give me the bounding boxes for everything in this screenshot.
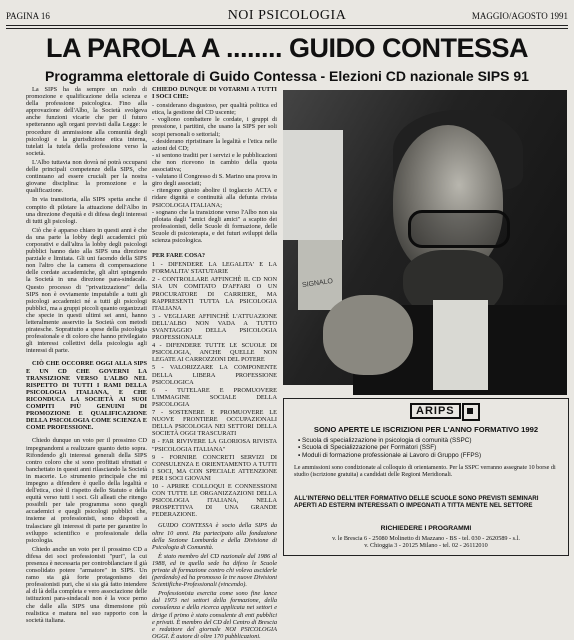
emphasis-paragraph: CIÒ CHE OCCORRE OGGI ALLA SIPS E UN CD CHE GOVERNI LA TRANSIZIONE VERSO L'ALBO NEL RISPETTO DI TUTTI I RAMI DELLA PSICOLOGIA ITALIANA, E CHE RICONDUCA LA SOCIETÀ AI SUOI COMPITI PIÙ GENUINI DI PROMOZIONE E QUALIFICAZIONE DELLA PSICOLOGIA COME SCIENZA E COME PROFESSIONE.: [26, 360, 147, 432]
list-item: - sognano che la transizione verso l'Albo non sia pilotata dagli "amici degli amici" a scapito dei professionisti, delle Scuole di formazione, delle Scuole di psicoterapia, e dei futuri sviluppi della scienza psicologica.: [152, 208, 277, 244]
reasons-list: [152, 102, 277, 244]
list-item: 2 - CONTROLLARE AFFINCHÈ IL CD NON SIA UN COMITATO D'AFFARI O UN PROCURATORE DI CARRIERE, MA RAPPRESENTI TUTTA LA PSICOLOGIA ITALIANA: [152, 276, 277, 312]
list-item: 3 - VEGLIARE AFFINCHÈ L'ATTUAZIONE DELL'ALBO NON VADA A TUTTO SVANTAGGIO DELLA PSICOLOGIA PROFESSIONALE: [152, 312, 277, 342]
address-line: v. le Brescia 6 - 25080 Molinetto di Mazzano - BS - tel. 030 - 2620589 - s.l.: [332, 535, 520, 542]
list-item: - valutano il Congresso di S. Marino una prova in giro degli associati;: [152, 173, 277, 188]
article-column-2: [152, 86, 277, 640]
list-item: ▪ Moduli di formazione professionale ai Lavoro di Gruppo (FFPS): [298, 452, 562, 459]
header-rule: [6, 25, 568, 26]
list-item: - si sentono traditi per i servizi e le pubblicazioni che non ricevono in cambio della quota associativa;: [152, 151, 277, 174]
program-list: [152, 261, 277, 518]
list-item: ▪ Scuola di specializzazione in psicologia di comunità (SSPC): [298, 437, 562, 444]
ad-title: SONO APERTE LE ISCRIZIONI PER L'ANNO FORMATIVO 1992: [313, 425, 539, 434]
schools-list: [298, 437, 562, 459]
issue-date: MAGGIO/AGOSTO 1991: [471, 11, 568, 21]
list-item: 10 - APRIRE COLLOQUI E CONNESSIONI CON TUTTE LE ORGANIZZAZIONI DELLA PSICOLOGIA ITALIANA, NELLA PROSPETTIVA DI UNA GRANDE FEDERAZIONE.: [152, 482, 277, 519]
arips-logo: ARIPS: [410, 403, 461, 419]
page-number: PAGINA 16: [6, 11, 50, 21]
background-sign: SIGNALO: [301, 277, 334, 290]
list-item: 8 - FAR RIVIVERE LA GLORIOSA RIVISTA "PSICOLOGIA ITALIANA": [152, 438, 277, 453]
list-item: - ritengono giusto abolire il toglaccio ACTA e ridare dignità e continuità alla defunta rivista PSICOLOGIA ITALIANA;: [152, 187, 277, 209]
ad-address: [284, 535, 568, 549]
page-header: [6, 8, 568, 26]
logo-mark-icon: [462, 403, 480, 421]
ad-request: RICHIEDERE I PROGRAMMI: [380, 525, 472, 532]
header-rule-2: [6, 28, 568, 29]
list-item: 4 - DIFENDERE TUTTE LE SCUOLE DI PSICOLOGIA, ANCHE QUELLE NON LEGATE AI CARROZZONI DEL POTERE: [152, 342, 277, 364]
author-bio: Professionista esercita come sono fine lance dal 1973 nei settori della formazione, della consulenza e della ricerca applicata nei settori e dirige il primo è stato consulente di enti pubblici e privati. È membro del CD del Centro di Brescia e redattore del giornale NOI PSICOLOGIA OGGI. È autore di oltre 170 pubblicazioni.: [152, 590, 277, 640]
list-item: 9 - FORNIRE CONCRETI SERVIZI DI CONSULENZA E ORIENTAMENTO A TUTTI I SOCI, MA CON SPECIALE ATTENZIONE PER I SOCI GIOVANI: [152, 453, 277, 482]
advertisement-box: [283, 398, 569, 556]
paragraph: Chiedo dunque un voto per il prossimo CD impegnandomi a realizzare quanto detto sopra. Rifondendo gli interessi generali della SIPS contro coloro che si sono profittati sfruttati e banchettato in questi anni rilasciando la Società in macerie. Lo strumento principale che mi impegno a difendere è quello della legalità e dell'etica, cioè il rispetto dello Statuto e della equità verso tutti i soci. Gli alleati che ritengo possibili per tale programma sono quegli accademici e quegli psicologi pubblici che, insieme ai professionisti, sono disposti a tralasciare gli interessi di parte per garantire lo sviluppo scientifico e professionale della psicologia.: [26, 437, 147, 544]
article-headline: LA PAROLA A ........ GUIDO CONTESSA: [45, 33, 528, 63]
list-item: 6 - TUTELARE E PROMUOVERE L'IMMAGINE SOCIALE DELLA PSICOLOGIA: [152, 386, 277, 408]
paragraph: L'Albo tuttavia non dovrà né potrà occuparsi delle principali competenze della SIPS, che continuano ad essere cruciali per la nostra giovane disciplina: la promozione e la qualificazione.: [26, 158, 147, 195]
list-item: - desiderano ripristinare la legalità e l'etica nelle azioni del CD;: [152, 137, 277, 152]
author-photo: [283, 90, 567, 385]
program-heading: PER FARE COSA?: [152, 252, 206, 260]
article-column-1: [26, 86, 147, 624]
glasses: [408, 210, 510, 248]
author-bio: È stato membro del CD nazionale dal 1986 al 1988, ed in quella sede ha difeso le Scuole private di formazione contro chi voleva asciderle (perdendo) ed ha promosso le tre nuove Divisioni Scientifiche-Professionali (vincendo).: [152, 552, 277, 589]
paragraph: In via transitoria, alla SIPS spetta anche il compito di pilotare la attuazione dell'Albo in una direzione d'equità e di difesa degli interessi di tutti gli psicologi.: [26, 196, 147, 225]
list-item: 1 - DIFENDERE LA LEGALITA' E LA FORMALITA' STATUTARIE: [152, 261, 277, 276]
paragraph: Chiedo anche un voto per il prossimo CD a difesa dei soci professionisti "puri", la cui presenza è necessaria per controbilanciare il già consolidato potere "armatore" in SIPS. Un ramo sta già forte protagonismo dei professionisti puri, che si sia già fatto intendere al di là della completa e vero associazione delle istituzioni para-sindacali non è la voce perno che dalle alla SIPS una dimensione più realistica e matura nel suo rapporto con la società italiana.: [26, 545, 147, 624]
ad-note: Le ammissioni sono condizionate al colloquio di orientamento. Per la SSPC verranno assegnate 10 borse di studio (iscrizione gratuita) a candidati delle Regioni Meridionali.: [294, 465, 556, 478]
author-bio: GUIDO CONTESSA è socio della SIPS da oltre 10 anni. Ha partecipato alla fondazione della Sezione Lombarda e della Divisione di Psicologia di Comunità.: [152, 522, 277, 551]
list-item: - considerano disgustoso, per qualità politica ed etica, la gestione del CD uscente;: [152, 102, 277, 117]
list-item: ▪ Scuola di Specializzazione per Formatori (SSF): [298, 444, 562, 451]
article-subtitle: Programma elettorale di Guido Contessa - Elezioni CD nazionale SIPS 91: [45, 68, 529, 84]
paragraph: Ciò che è apparso chiaro in questi anni è che da una parte la lobby degli accademici più corporativi e dall'altra la lobby degli psicologi pubblici hanno dato alla SIPS una direzione parziale e limitata. Gli uni facendo della SIPS non l'altro che la camera di compensazione delle cordate accademiche, gli altri spingendo la Società in una direzione para-sindacale. Questo processo di "privatizzazione" della SIPS non è ovviamente imputabile a tutti gli psicologi accademici né a tutti gli psicologi pubblici, ma a gruppi piccoli quanto organizzati che specie in questi ultimi sei anni, hanno letteralmente asservito la Società con metodi piratesche. Soprattutto a spese della psicologia professionale e di coloro che hanno privilegiato gli interessi collettivi della psicologia agli interessi di parte.: [26, 226, 147, 355]
list-item: 7 - SOSTENERE E PROMUOVERE LE NUOVE FRONTIERE OCCUPAZIONALI DELLA PSICOLOGIA NEI SETTORI DELLA SOCIETÀ OGGI TRASCURATI: [152, 409, 277, 438]
magazine-title: NOI PSICOLOGIA: [227, 8, 347, 23]
address-line: v. Chioggia 3 - 20125 Milano - tel. 02 - 26112010: [364, 542, 488, 549]
paragraph: La SIPS ha da sempre un ruolo di promozione e qualificazione della scienza e della professione psicologica. Fino alla approvazione dell'Albo, la Società svolgeva anche funzioni vicarie che per il futuro spetteranno agli organi previsti dalla Legge: le procedure di ammissione alla comunità degli psicologi e la giurisdizione etica interna, tutelati la tutela della professione verso la società.: [26, 86, 147, 157]
ad-seminars: ALL'INTERNO DELL'ITER FORMATIVO DELLE SCUOLE SONO PREVISTI SEMINARI APERTI AD ESTERNI INTERESSATI O IMPEGNATI A TITTA MENTE NEL SETTORE: [294, 495, 539, 509]
list-item: 5 - VALORIZZARE LA COMPONENTE DELLA LIBERA PROFESSIONE PSICOLOGICA: [152, 364, 277, 386]
reasons-heading: CHIEDO DUNQUE DI VOTARMI A TUTTI I SOCI CHE:: [152, 86, 277, 101]
list-item: - vogliono combattere le cordate, i gruppi di pressione, i partitini, che usano la SIPS per soli scopi personali o settoriali;: [152, 116, 277, 138]
